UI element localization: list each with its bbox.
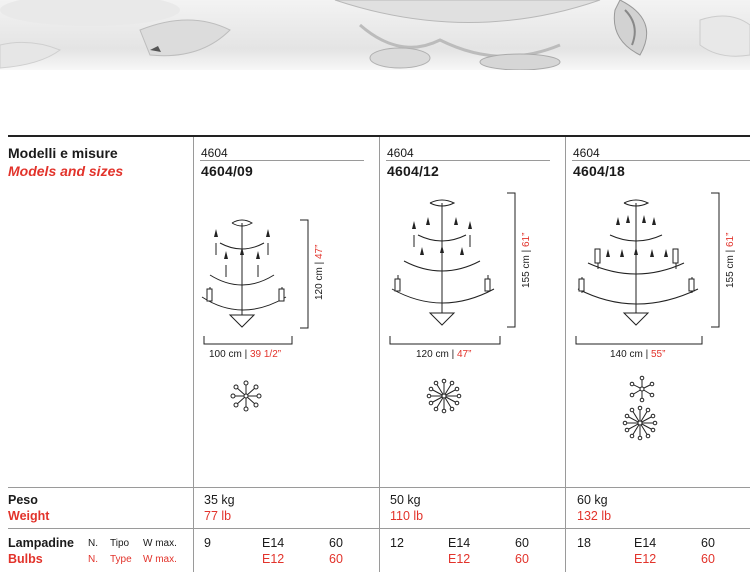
width-in: 39 1/2”	[249, 349, 282, 360]
glass-chandelier-image	[0, 0, 750, 70]
height-label: 155 cm | 61”	[521, 232, 532, 288]
chandelier-drawing-icon	[576, 195, 710, 335]
model-code: 4604/09	[201, 163, 254, 179]
code-underline	[386, 160, 550, 161]
model-family: 4604	[201, 146, 228, 160]
bulb-layout-icon	[426, 378, 462, 414]
bulbs-n-header-en: N.	[88, 554, 98, 565]
bulbs-type-us: E12	[448, 552, 471, 566]
width-dimension-line	[204, 336, 294, 346]
code-underline	[572, 160, 750, 161]
width-dimension-line	[576, 336, 704, 346]
bulbs-type-us: E12	[634, 552, 657, 566]
bulbs-count: 18	[577, 536, 591, 550]
bulbs-wmax-it: 60	[701, 536, 715, 550]
height-cm: 120 cm	[314, 267, 325, 300]
height-label: 155 cm | 61”	[725, 232, 736, 288]
height-dimension-line	[711, 193, 723, 329]
column-divider	[565, 137, 566, 572]
weight-lb: 110 lb	[390, 509, 424, 523]
bulbs-type-header-it: Tipo	[110, 538, 130, 549]
bulbs-type-us: E12	[262, 552, 285, 566]
bulbs-type-header-en: Type	[110, 554, 132, 565]
model-code: 4604/18	[573, 163, 626, 179]
bulbs-count: 9	[204, 536, 211, 550]
width-dimension-line	[390, 336, 502, 346]
width-label: 120 cm | 47”	[416, 349, 472, 360]
weight-lb: 132 lb	[577, 509, 612, 523]
width-label: 100 cm | 39 1/2”	[209, 349, 282, 360]
width-cm: 120 cm	[416, 349, 449, 360]
bulbs-type-it: E14	[634, 536, 657, 550]
bulbs-wmax-us: 60	[329, 552, 343, 566]
bulbs-wmax-header-en: W max.	[143, 554, 177, 565]
model-family: 4604	[573, 146, 600, 160]
column-divider	[193, 137, 194, 572]
weight-label-en: Weight	[8, 509, 50, 523]
weight-kg: 50 kg	[390, 493, 421, 507]
bulbs-wmax-it: 60	[329, 536, 343, 550]
height-dimension-line	[507, 193, 519, 329]
bulbs-wmax-it: 60	[515, 536, 529, 550]
row-divider	[8, 528, 750, 529]
width-in: 47”	[456, 349, 472, 360]
height-label: 120 cm | 47”	[314, 244, 325, 300]
width-label: 140 cm | 55”	[610, 349, 666, 360]
bulbs-label-en: Bulbs	[8, 552, 43, 566]
height-in: 47”	[314, 244, 325, 260]
weight-lb: 77 lb	[204, 509, 232, 523]
column-divider	[379, 137, 380, 572]
product-photo	[0, 0, 750, 70]
bulbs-wmax-header-it: W max.	[143, 538, 177, 549]
chandelier-drawing-icon	[200, 215, 310, 340]
row-divider	[8, 487, 750, 488]
model-family: 4604	[387, 146, 414, 160]
height-in: 61”	[521, 232, 532, 248]
bulbs-wmax-us: 60	[515, 552, 529, 566]
height-dimension-line	[300, 220, 312, 330]
width-cm: 100 cm	[209, 349, 242, 360]
bulbs-type-it: E14	[448, 536, 471, 550]
height-cm: 155 cm	[521, 255, 532, 288]
section-title-en: Models and sizes	[8, 163, 124, 179]
section-title-it: Modelli e misure	[8, 145, 118, 161]
bulbs-type-it: E14	[262, 536, 285, 550]
bulbs-label-it: Lampadine	[8, 536, 74, 550]
model-code: 4604/12	[387, 163, 440, 179]
bulb-layout-upper-icon	[628, 375, 656, 403]
weight-kg: 35 kg	[204, 493, 235, 507]
bulbs-n-header-it: N.	[88, 538, 98, 549]
width-in: 55”	[650, 349, 666, 360]
bulb-layout-lower-icon	[622, 405, 658, 441]
height-in: 61”	[725, 232, 736, 248]
width-cm: 140 cm	[610, 349, 643, 360]
height-cm: 155 cm	[725, 255, 736, 288]
bulb-layout-icon	[230, 380, 262, 412]
bulbs-count: 12	[390, 536, 404, 550]
code-underline	[200, 160, 364, 161]
weight-label-it: Peso	[8, 493, 38, 507]
chandelier-drawing-icon	[390, 195, 510, 335]
bulbs-wmax-us: 60	[701, 552, 715, 566]
weight-kg: 60 kg	[577, 493, 608, 507]
